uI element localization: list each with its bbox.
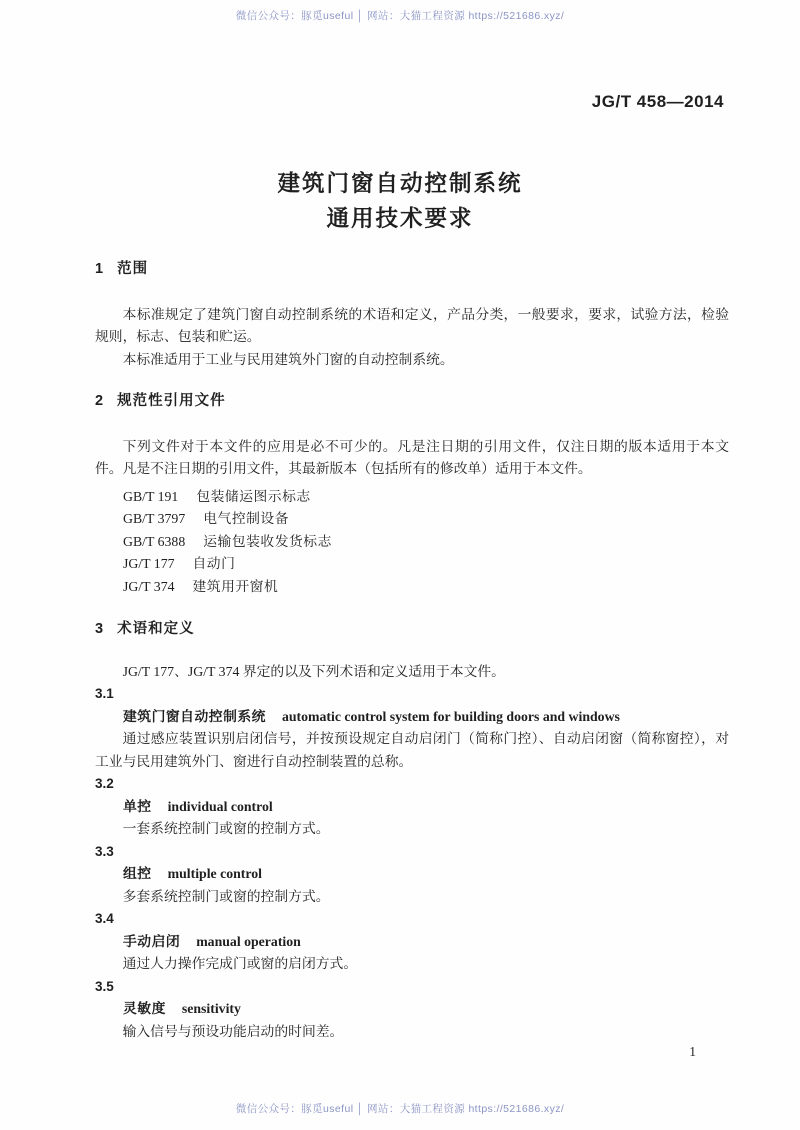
term-chinese: 手动启闭 <box>123 933 181 949</box>
term-definition: 一套系统控制门或窗的控制方式。 <box>122 821 330 836</box>
section-1-paragraph-1: 本标准规定了建筑门窗自动控制系统的术语和定义，产品分类，一般要求，要求，试验方法，检验规则，标志、包装和贮运。 <box>95 306 729 344</box>
reference-code: JG/T 177 <box>123 556 175 571</box>
section-3-heading <box>95 618 729 641</box>
term-number: 3.4 <box>95 911 114 926</box>
term-number: 3.1 <box>95 686 114 701</box>
section-1-paragraph-2: 本标准适用于工业与民用建筑外门窗的自动控制系统。 <box>122 351 454 367</box>
term-number: 3.5 <box>95 978 114 994</box>
document-body <box>95 258 729 1043</box>
term-entry-3-3 <box>95 841 729 909</box>
term-entry-3-4 <box>95 908 729 976</box>
term-chinese: 组控 <box>123 866 152 881</box>
term-definition: 输入信号与预设功能启动的时间差。 <box>122 1023 344 1039</box>
term-english: individual control <box>167 798 273 814</box>
section-3-title: 术语和定义 <box>117 621 195 637</box>
term-title <box>95 931 729 954</box>
doc-title <box>0 166 800 236</box>
term-english: manual operation <box>196 933 301 949</box>
watermark-top: 微信公众号：豚觅useful │ 网站：大猫工程资源 https://521686.xyz/ <box>235 10 565 22</box>
reference-item <box>95 553 729 576</box>
term-chinese: 灵敏度 <box>123 1001 166 1016</box>
doc-number: JG/T 458—2014 <box>591 92 724 111</box>
term-entry-3-1 <box>95 683 729 773</box>
doc-title-line2: 通用技术要求 <box>326 206 474 231</box>
term-entry-3-5 <box>95 976 729 1044</box>
section-1-heading <box>95 258 729 281</box>
term-number: 3.2 <box>95 776 114 791</box>
section-2-paragraph-1: 下列文件对于本文件的应用是必不可少的。凡是注日期的引用文件，仅注日期的版本适用于本文件。凡是不注日期的引用文件，其最新版本（包括所有的修改单）适用于本文件。 <box>95 438 729 476</box>
term-english: sensitivity <box>181 1001 241 1016</box>
reference-code: GB/T 3797 <box>123 511 186 526</box>
section-2-title: 规范性引用文件 <box>117 393 226 409</box>
term-english: multiple control <box>167 866 262 881</box>
term-definition: 多套系统控制门或窗的控制方式。 <box>122 888 330 904</box>
reference-title: 包装储运图示标志 <box>196 488 311 504</box>
section-2-heading <box>95 390 729 413</box>
term-title <box>95 796 729 819</box>
section-3-number: 3 <box>95 621 104 637</box>
normative-references-list <box>95 486 729 599</box>
reference-item <box>95 576 729 599</box>
reference-item <box>95 486 729 509</box>
term-definition: 通过感应装置识别启闭信号，并按预设规定自动启闭门（简称门控）、自动启闭窗（简称窗控），对工业与民用建筑外门、窗进行自动控制装置的总称。 <box>95 731 729 769</box>
term-entry-3-2 <box>95 773 729 841</box>
page-number: 1 <box>689 1044 696 1059</box>
reference-title: 运输包装收发货标志 <box>203 533 332 549</box>
doc-title-line1: 建筑门窗自动控制系统 <box>277 171 523 196</box>
term-number: 3.3 <box>95 843 114 859</box>
term-definition: 通过人力操作完成门或窗的启闭方式。 <box>122 956 358 971</box>
section-2-number: 2 <box>95 393 104 409</box>
section-3-intro: JG/T 177、JG/T 374 界定的以及下列术语和定义适用于本文件。 <box>122 663 505 679</box>
reference-title: 建筑用开窗机 <box>192 578 279 594</box>
reference-item <box>95 508 729 531</box>
term-title <box>95 998 729 1021</box>
term-title <box>95 706 729 729</box>
term-chinese: 单控 <box>123 798 152 814</box>
reference-code: GB/T 6388 <box>123 533 186 549</box>
watermark-bottom: 微信公众号：豚觅useful │ 网站：大猫工程资源 https://521686.xyz/ <box>235 1103 565 1115</box>
reference-title: 自动门 <box>192 556 236 571</box>
section-1-title: 范围 <box>117 261 149 277</box>
term-chinese: 建筑门窗自动控制系统 <box>123 708 266 724</box>
term-title <box>95 863 729 886</box>
reference-title: 电气控制设备 <box>203 511 290 526</box>
reference-item <box>95 531 729 554</box>
reference-code: GB/T 191 <box>123 488 179 504</box>
reference-code: JG/T 374 <box>123 578 175 594</box>
section-1-number: 1 <box>95 261 104 277</box>
term-english: automatic control system for building doors and windows <box>281 708 620 724</box>
